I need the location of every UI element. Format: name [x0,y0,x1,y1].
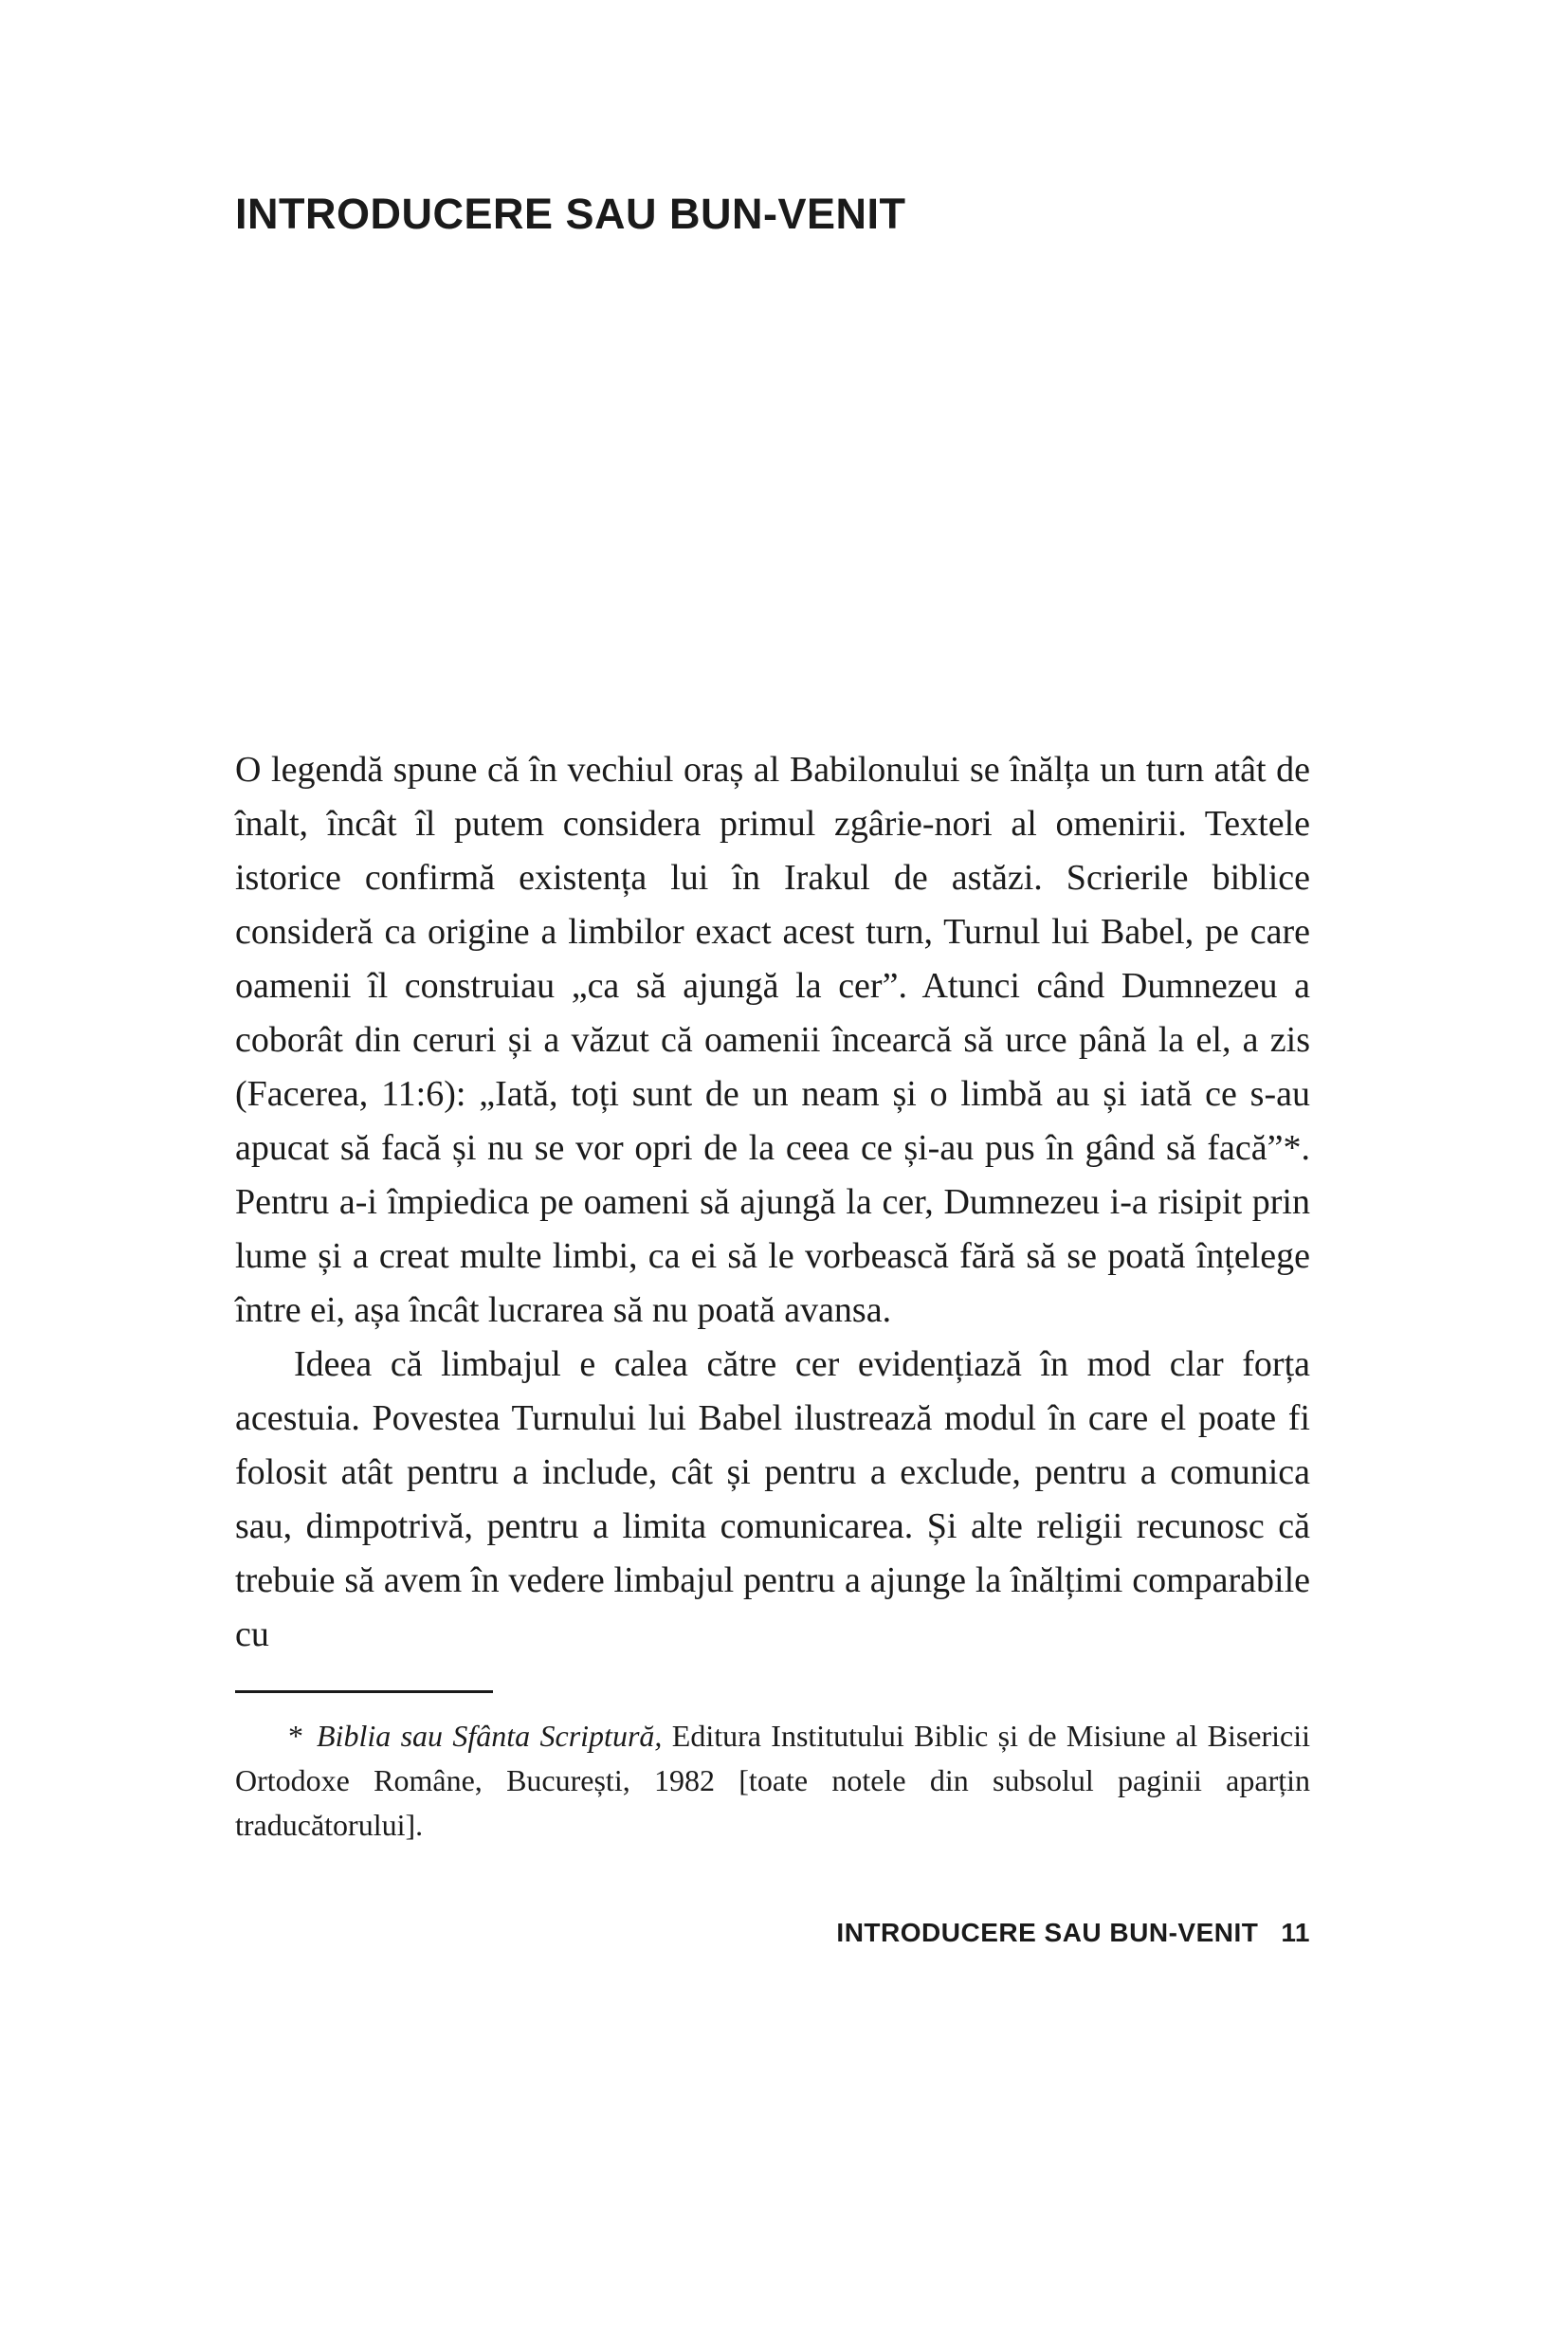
body-text [235,743,1310,1662]
chapter-title: INTRODUCERE SAU BUN-VENIT [235,190,906,238]
paragraph: Ideea că limbajul e calea către cer evidențiază în mod clar forța acestuia. Povestea Turnului lui Babel ilustrează modul în care el poate fi folosit atât pentru a include, cât și pentru a exclude, pentru a comunica sau, dimpotrivă, pentru a limita comunicarea. Și alte religii recunosc că trebuie să avem în vedere limbajul pentru a ajunge la înălțimi comparabile cu [235,1343,1310,1654]
footnote [235,1714,1310,1848]
footnote-divider [235,1690,493,1693]
footer-chapter-title: INTRODUCERE SAU BUN-VENIT [836,1917,1259,1947]
running-footer [235,1918,1310,1948]
text-column [235,0,1310,1948]
page-number: 11 [1281,1917,1310,1947]
footnote-book-title: Biblia sau Sfânta Scriptură, [317,1718,663,1753]
footnote-marker: * [288,1718,303,1753]
footnote-text: Editura Institutului Biblic și de Misiune al Bisericii Ortodoxe Române, București, 1982 [toate notele din subsolul paginii aparțin traducătorului]. [235,1718,1311,1842]
paragraph: O legendă spune că în vechiul oraș al Babilonului se înălța un turn atât de înalt, încât îl putem considera primul zgârie-nori al omenirii. Textele istorice confirmă existența lui în Irakul de astăzi. Scrierile biblice consideră ca origine a limbilor exact acest turn, Turnul lui Babel, pe care oamenii îl construiau „ca să ajungă la cer”. Atunci când Dumnezeu a coborât din ceruri și a văzut că oamenii încearcă să urce până la el, a zis (Facerea, 11:6): „Iată, toți sunt de un neam și o limbă au și iată ce s-au apucat să facă și nu se vor opri de la ceea ce și-au pus în gând să facă”*. Pentru a-i împiedica pe oameni să ajungă la cer, Dumnezeu i-a risipit prin lume și a creat multe limbi, ca ei să le vorbească fără să se poată înțelege între ei, așa încât lucrarea să nu poată avansa. [235,749,1310,1330]
